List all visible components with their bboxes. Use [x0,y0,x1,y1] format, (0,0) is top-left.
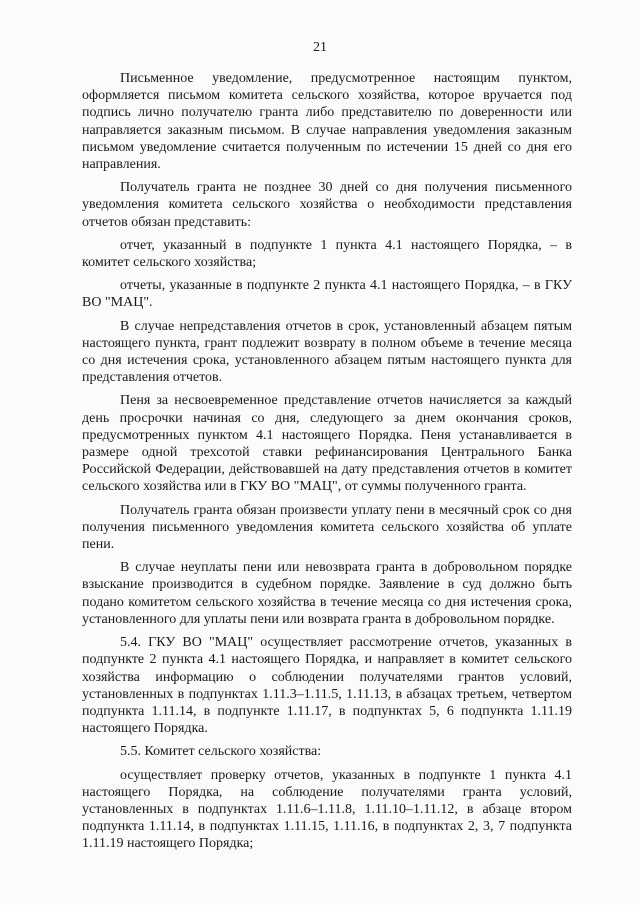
paragraph: Пеня за несвоевременное представление отчетов начисляется за каждый день просрочки начиная со дня, следующего за днем окончания сроков, предусмотренных пунктом 4.1 настоящего Порядка. Пеня устанавливается в размере одной трехсотой ставки рефинансирования Центрального Банка Российской Федерации, действовавшей на дату представления отчетов в комитет сельского хозяйства или в ГКУ ВО "МАЦ", от суммы полученного гранта. [82,393,572,495]
paragraph: В случае неуплаты пени или невозврата гранта в добровольном порядке взыскание производится в судебном порядке. Заявление в суд должно быть подано комитетом сельского хозяйства в течение месяца со дня истечения срока, установленного для уплаты пени или возврата гранта в добровольном порядке. [82,560,572,627]
paragraph: 5.4. ГКУ ВО "МАЦ" осуществляет рассмотрение отчетов, указанных в подпункте 2 пункта 4.1 настоящего Порядка, и направляет в комитет сельского хозяйства информацию о соблюдении получателями грантов условий, установленных в подпунктах 1.11.3–1.11.5, 1.11.13, в абзацах третьем, четвертом подпункта 1.11.14, в подпункте 1.11.17, в подпунктах 5, 6 подпункта 1.11.19 настоящего Порядка. [82,635,572,737]
paragraph: Получатель гранта обязан произвести уплату пени в месячный срок со дня получения письменного уведомления комитета сельского хозяйства об уплате пени. [82,502,572,553]
document-body [82,70,572,859]
page-number: 21 [313,40,327,55]
paragraph: 5.5. Комитет сельского хозяйства: [120,744,322,760]
paragraph: Письменное уведомление, предусмотренное настоящим пунктом, оформляется письмом комитета сельского хозяйства, которое вручается под подпись лично получателю гранта либо представителю по доверенности или направляется заказным письмом. В случае направления уведомления заказным письмом уведомление считается полученным по истечении 15 дней со дня его направления. [82,71,572,173]
paragraph: В случае непредставления отчетов в срок, установленный абзацем пятым настоящего пункта, грант подлежит возврату в полном объеме в течение месяца со дня истечения срока, установленного абзацем пятым настоящего пункта для представления отчетов. [82,318,572,386]
paragraph: отчеты, указанные в подпункте 2 пункта 4.1 настоящего Порядка, – в ГКУ ВО "МАЦ". [82,278,572,311]
paragraph: осуществляет проверку отчетов, указанных в подпункте 1 пункта 4.1 настоящего Порядка, на соблюдение получателями гранта условий, установленных в подпунктах 1.11.6–1.11.8, 1.11.10–1.11.12, в абзаце втором подпункта 1.11.14, в подпунктах 1.11.15, 1.11.16, в подпунктах 2, 3, 7 подпункта 1.11.19 настоящего Порядка; [82,767,572,852]
paragraph: Получатель гранта не позднее 30 дней со дня получения письменного уведомления комитета сельского хозяйства о необходимости представления отчетов обязан представить: [82,180,572,230]
paragraph: отчет, указанный в подпункте 1 пункта 4.1 настоящего Порядка, – в комитет сельского хозяйства; [82,237,572,271]
